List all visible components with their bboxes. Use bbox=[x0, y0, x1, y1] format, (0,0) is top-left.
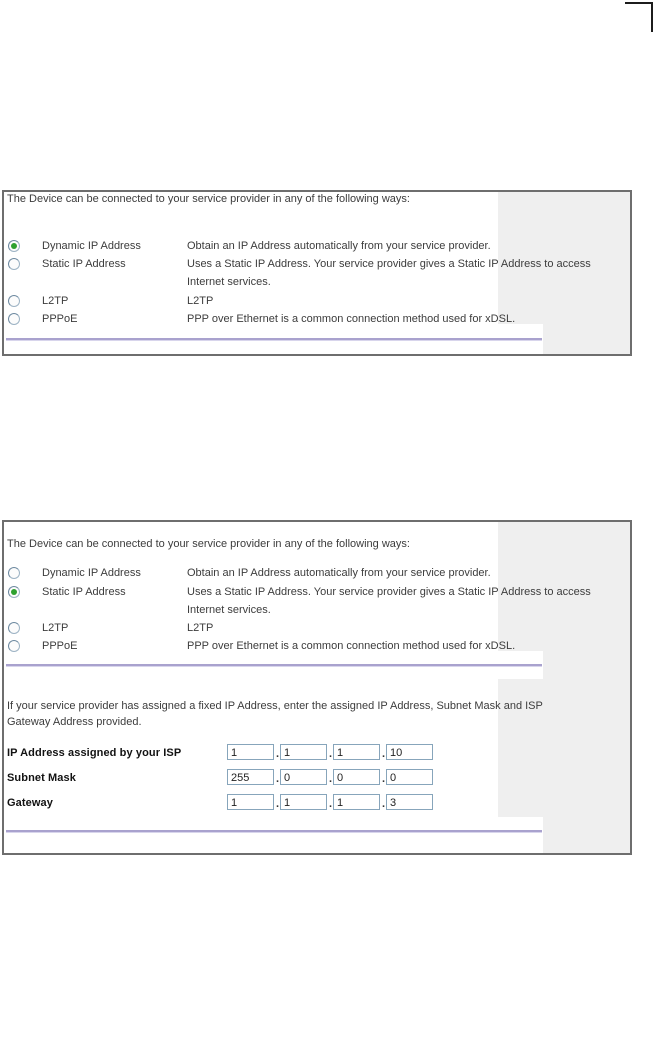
option-desc-l2tp: L2TP bbox=[187, 295, 214, 307]
option-desc-dynamic-ip: Obtain an IP Address automatically from your service provider. bbox=[187, 567, 491, 579]
octet-separator: . bbox=[275, 798, 280, 810]
radio-l2tp[interactable] bbox=[8, 622, 20, 634]
octet-separator: . bbox=[328, 748, 333, 760]
option-desc-dynamic-ip: Obtain an IP Address automatically from your service provider. bbox=[187, 240, 491, 252]
radio-label-static-ip: Static IP Address bbox=[42, 258, 126, 270]
radio-l2tp[interactable] bbox=[8, 295, 20, 307]
subnet-mask-octet-1[interactable] bbox=[227, 769, 274, 785]
static-ip-instructions: If your service provider has assigned a fixed IP Address, enter the assigned IP Address, Subnet Mask and ISP Gateway Address provided. bbox=[7, 700, 543, 728]
radio-static-ip[interactable] bbox=[8, 586, 20, 598]
field-label-ip-address: IP Address assigned by your ISP bbox=[7, 747, 182, 759]
radio-pppoe[interactable] bbox=[8, 313, 20, 325]
section-divider bbox=[6, 830, 542, 833]
panel-title: The Device can be connected to your service provider in any of the following ways: bbox=[7, 538, 410, 550]
gateway-octet-3[interactable] bbox=[333, 794, 380, 810]
radio-static-ip[interactable] bbox=[8, 258, 20, 270]
connection-type-panel-static bbox=[2, 520, 632, 855]
octet-separator: . bbox=[381, 798, 386, 810]
page-corner-mark-horizontal bbox=[625, 2, 653, 4]
ip-address-octet-3[interactable] bbox=[333, 744, 380, 760]
field-label-subnet-mask: Subnet Mask bbox=[7, 772, 76, 784]
radio-pppoe[interactable] bbox=[8, 640, 20, 652]
subnet-mask-octet-4[interactable] bbox=[386, 769, 433, 785]
gateway-octet-4[interactable] bbox=[386, 794, 433, 810]
option-desc-static-ip: Uses a Static IP Address. Your service provider gives a Static IP Address to access Internet services. bbox=[187, 258, 591, 288]
gateway-octet-2[interactable] bbox=[280, 794, 327, 810]
field-label-gateway: Gateway bbox=[7, 797, 53, 809]
option-desc-l2tp: L2TP bbox=[187, 622, 214, 634]
ip-address-octet-4[interactable] bbox=[386, 744, 433, 760]
panel-title: The Device can be connected to your service provider in any of the following ways: bbox=[7, 193, 410, 205]
section-divider bbox=[6, 664, 542, 667]
radio-label-dynamic-ip: Dynamic IP Address bbox=[42, 567, 141, 579]
divider-row-background bbox=[4, 817, 543, 853]
option-desc-pppoe: PPP over Ethernet is a common connection method used for xDSL. bbox=[187, 313, 516, 325]
octet-separator: . bbox=[328, 773, 333, 785]
page-corner-mark-vertical bbox=[651, 2, 653, 32]
radio-label-dynamic-ip: Dynamic IP Address bbox=[42, 240, 141, 252]
radio-label-pppoe: PPPoE bbox=[42, 640, 78, 652]
octet-separator: . bbox=[328, 798, 333, 810]
octet-separator: . bbox=[381, 748, 386, 760]
octet-separator: . bbox=[275, 773, 280, 785]
connection-type-panel-dynamic bbox=[2, 190, 632, 356]
radio-label-static-ip: Static IP Address bbox=[42, 586, 126, 598]
option-desc-pppoe: PPP over Ethernet is a common connection method used for xDSL. bbox=[187, 640, 516, 652]
radio-label-l2tp: L2TP bbox=[42, 295, 69, 307]
radio-label-pppoe: PPPoE bbox=[42, 313, 78, 325]
option-desc-static-ip: Uses a Static IP Address. Your service provider gives a Static IP Address to access Internet services. bbox=[187, 586, 591, 616]
ip-address-octet-2[interactable] bbox=[280, 744, 327, 760]
radio-label-l2tp: L2TP bbox=[42, 622, 69, 634]
octet-separator: . bbox=[381, 773, 386, 785]
section-divider bbox=[6, 338, 542, 341]
radio-dynamic-ip[interactable] bbox=[8, 567, 20, 579]
radio-dynamic-ip[interactable] bbox=[8, 240, 20, 252]
subnet-mask-octet-2[interactable] bbox=[280, 769, 327, 785]
octet-separator: . bbox=[275, 748, 280, 760]
gateway-octet-1[interactable] bbox=[227, 794, 274, 810]
subnet-mask-octet-3[interactable] bbox=[333, 769, 380, 785]
ip-address-octet-1[interactable] bbox=[227, 744, 274, 760]
